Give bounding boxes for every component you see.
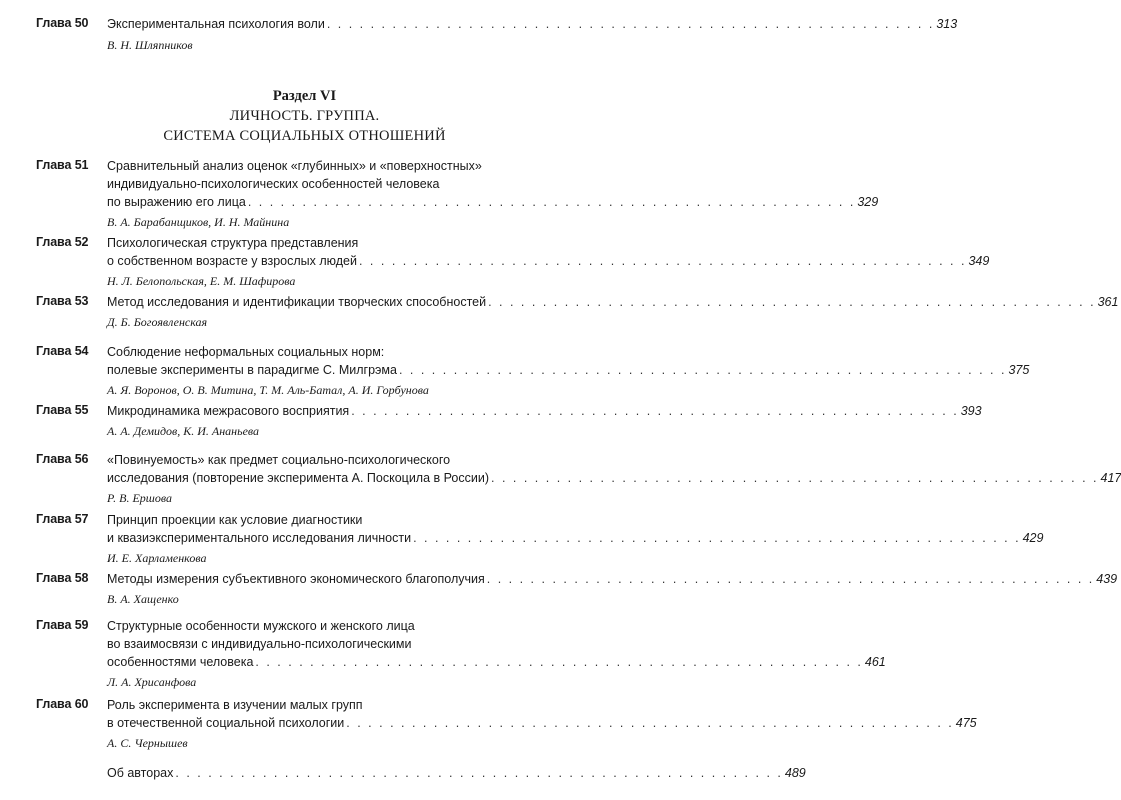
- chapter-authors: Н. Л. Белопольская, Е. М. Шафирова: [107, 274, 296, 288]
- leader-dots: . . . . . . . . . . . . . . . . . . . . . . . . . . . . . . . . . . . . . . . . . . . . . . . . . . . . . . . .: [488, 295, 1096, 309]
- chapter-title-line: [107, 402, 982, 420]
- about-authors-title: Об авторах: [107, 766, 174, 780]
- chapter-title-text: в отечественной социальной психологии: [107, 716, 345, 730]
- leader-dots: . . . . . . . . . . . . . . . . . . . . . . . . . . . . . . . . . . . . . . . . . . . . . . . . . . . . . . . .: [326, 17, 935, 31]
- chapter-title-line: [107, 293, 1119, 311]
- chapter-title-line: Роль эксперимента в изучении малых групп: [107, 698, 363, 712]
- page-number: 489: [784, 766, 806, 780]
- chapter-title-line: [107, 570, 1118, 588]
- chapter-authors: В. А. Барабанщиков, И. Н. Майнина: [107, 215, 290, 229]
- chapter-title-text: Микродинамика межрасового восприятия: [107, 404, 350, 418]
- section-title-line: ЛИЧНОСТЬ. ГРУППА.: [229, 108, 380, 124]
- chapter-authors: В. Н. Шляпников: [107, 38, 193, 52]
- page-number: 375: [1008, 363, 1030, 377]
- page-number: 439: [1096, 572, 1118, 586]
- chapter-number: Глава 53: [36, 294, 89, 308]
- leader-dots: . . . . . . . . . . . . . . . . . . . . . . . . . . . . . . . . . . . . . . . . . . . . . . . . . . . . . . . .: [346, 716, 954, 730]
- chapter-title-text: Метод исследования и идентификации творческих способностей: [107, 295, 487, 309]
- chapter-number: Глава 59: [36, 618, 89, 632]
- chapter-number: Глава 60: [36, 697, 89, 711]
- chapter-title-text: о собственном возрасте у взрослых людей: [107, 254, 357, 268]
- chapter-title-text: и квазиэкспериментального исследования личности: [107, 531, 412, 545]
- chapter-title-text: Методы измерения субъективного экономического благополучия: [107, 572, 485, 586]
- chapter-authors: В. А. Хащенко: [107, 592, 179, 606]
- chapter-number: Глава 52: [36, 235, 89, 249]
- chapter-authors: А. Я. Воронов, О. В. Митина, Т. М. Аль-Батал, А. И. Горбунова: [107, 383, 429, 397]
- page-number: 329: [857, 195, 879, 209]
- leader-dots: . . . . . . . . . . . . . . . . . . . . . . . . . . . . . . . . . . . . . . . . . . . . . . . . . . . . . . . .: [255, 655, 863, 669]
- leader-dots: . . . . . . . . . . . . . . . . . . . . . . . . . . . . . . . . . . . . . . . . . . . . . . . . . . . . . . . .: [486, 572, 1095, 586]
- chapter-number: Глава 56: [36, 452, 89, 466]
- chapter-authors: Д. Б. Богоявленская: [107, 315, 208, 329]
- chapter-number: Глава 54: [36, 344, 89, 358]
- chapter-title-text: особенностями человека: [107, 655, 254, 669]
- leader-dots: . . . . . . . . . . . . . . . . . . . . . . . . . . . . . . . . . . . . . . . . . . . . . . . . . . . . . . . .: [247, 195, 856, 209]
- section-number: Раздел VI: [272, 88, 337, 104]
- chapter-number: Глава 51: [36, 158, 89, 172]
- page-number: 461: [864, 655, 886, 669]
- leader-dots: . . . . . . . . . . . . . . . . . . . . . . . . . . . . . . . . . . . . . . . . . . . . . . . . . . . . . . . .: [351, 404, 959, 418]
- chapter-title-line: Структурные особенности мужского и женского лица: [107, 619, 415, 633]
- chapter-title-line: [107, 714, 977, 732]
- chapter-number: Глава 58: [36, 571, 89, 585]
- chapter-title-line: Соблюдение неформальных социальных норм:: [107, 345, 385, 359]
- chapter-title-line: Сравнительный анализ оценок «глубинных» и «поверхностных»: [107, 159, 482, 173]
- chapter-title-line: [107, 15, 958, 33]
- chapter-title-text: полевые эксперименты в парадигме С. Милгрэма: [107, 363, 397, 377]
- chapter-title-line: [107, 529, 1044, 547]
- leader-dots: . . . . . . . . . . . . . . . . . . . . . . . . . . . . . . . . . . . . . . . . . . . . . . . . . . . . . . . .: [358, 254, 967, 268]
- chapter-title-line: [107, 252, 990, 270]
- chapter-title-text: исследования (повторение эксперимента А. Поскоцила в России): [107, 471, 490, 485]
- leader-dots: . . . . . . . . . . . . . . . . . . . . . . . . . . . . . . . . . . . . . . . . . . . . . . . . . . . . . . . .: [398, 363, 1007, 377]
- page-number: 475: [955, 716, 977, 730]
- chapter-title-line: «Повинуемость» как предмет социально-психологического: [107, 453, 451, 467]
- chapter-number: Глава 50: [36, 16, 89, 30]
- page-number: 393: [960, 404, 982, 418]
- chapter-number: Глава 55: [36, 403, 89, 417]
- section-title-line: СИСТЕМА СОЦИАЛЬНЫХ ОТНОШЕНИЙ: [163, 128, 446, 144]
- chapter-authors: А. А. Демидов, К. И. Ананьева: [107, 424, 260, 438]
- chapter-title-line: индивидуально-психологических особенностей человека: [107, 177, 440, 191]
- chapter-title-line: [107, 361, 1030, 379]
- chapter-authors: И. Е. Харламенкова: [107, 551, 207, 565]
- page-number: 361: [1097, 295, 1119, 309]
- about-authors-line: [107, 764, 806, 782]
- leader-dots: . . . . . . . . . . . . . . . . . . . . . . . . . . . . . . . . . . . . . . . . . . . . . . . . . . . . . . . .: [491, 471, 1099, 485]
- chapter-title-line: [107, 469, 1121, 487]
- chapter-authors: А. С. Чернышев: [107, 736, 188, 750]
- chapter-title-text: Экспериментальная психология воли: [107, 17, 325, 31]
- page-number: 429: [1022, 531, 1044, 545]
- chapter-title-line: [107, 193, 879, 211]
- page-number: 349: [968, 254, 990, 268]
- leader-dots: . . . . . . . . . . . . . . . . . . . . . . . . . . . . . . . . . . . . . . . . . . . . . . . . . . . . . . . .: [413, 531, 1021, 545]
- chapter-title-line: во взаимосвязи с индивидуально-психологическими: [107, 637, 412, 651]
- chapter-title-line: [107, 653, 886, 671]
- chapter-title-line: Принцип проекции как условие диагностики: [107, 513, 363, 527]
- chapter-title-line: Психологическая структура представления: [107, 236, 359, 250]
- chapter-title-text: по выражению его лица: [107, 195, 246, 209]
- chapter-authors: Р. В. Ершова: [107, 491, 172, 505]
- leader-dots: . . . . . . . . . . . . . . . . . . . . . . . . . . . . . . . . . . . . . . . . . . . . . . . . . . . . . . . .: [175, 766, 783, 780]
- page-number: 417: [1100, 471, 1121, 485]
- chapter-number: Глава 57: [36, 512, 89, 526]
- chapter-authors: Л. А. Хрисанфова: [107, 675, 197, 689]
- page-number: 313: [936, 17, 958, 31]
